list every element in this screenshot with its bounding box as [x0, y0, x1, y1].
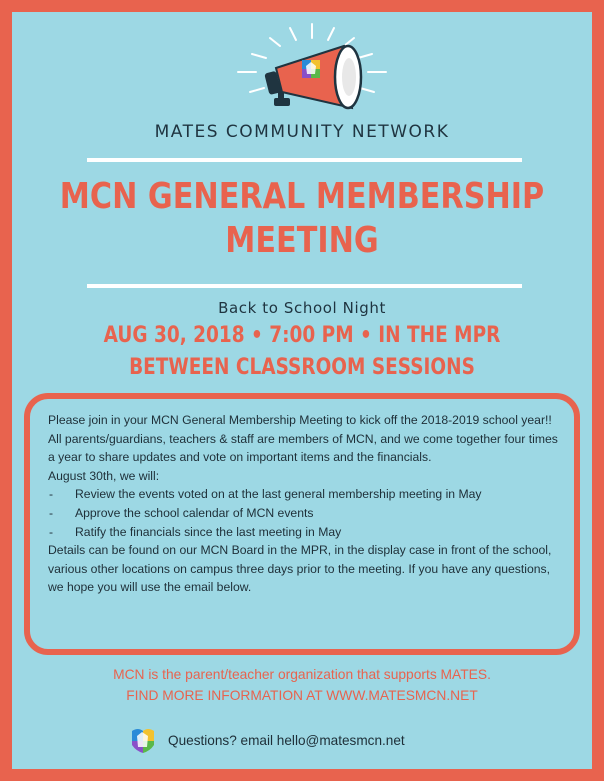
agenda-list [48, 485, 563, 541]
agenda-item: - Review the events voted on at the last general membership meeting in May [48, 485, 563, 504]
divider-top [87, 158, 522, 162]
title-line-1: MCN GENERAL MEMBERSHIP [59, 176, 545, 217]
mcn-logo-icon [128, 725, 158, 755]
flyer [12, 12, 592, 769]
contact-email-text: Questions? email hello@matesmcn.net [168, 732, 405, 748]
website-line: FIND MORE INFORMATION AT WWW.MATESMCN.NET [126, 688, 478, 703]
agenda-item: - Approve the school calendar of MCN events [48, 504, 563, 523]
contact-line [128, 724, 405, 756]
organization-name: MATES COMMUNITY NETWORK [154, 122, 450, 142]
title-line-2: MEETING [225, 220, 379, 261]
event-subtitle: Back to School Night [218, 299, 386, 317]
details-box [24, 393, 580, 655]
details-paragraph: Details can be found on our MCN Board in the MPR, in the display case in front of the school, various other locations on campus three days prior to the meeting. If you have any questions, we hope you will use the email below. [48, 543, 552, 595]
details-text [48, 411, 563, 597]
tagline-line-1: MCN is the parent/teacher organization that supports MATES. [113, 667, 491, 682]
megaphone-icon [192, 18, 432, 128]
page-title [58, 175, 545, 263]
agenda-heading: August 30th, we will: [48, 468, 160, 483]
tagline [12, 664, 592, 706]
event-datetime: AUG 30, 2018 • 7:00 PM • IN THE MPR [103, 323, 501, 348]
event-timing-note: BETWEEN CLASSROOM SESSIONS [129, 355, 475, 380]
divider-bottom [87, 284, 522, 288]
intro-paragraph: Please join in your MCN General Membership Meeting to kick off the 2018-2019 school year!! All parents/guardians, teachers & staff are members of MCN, and we come together four times a year to share updates and vote on important items and the financials. [48, 413, 558, 465]
agenda-item: - Ratify the financials since the last meeting in May [48, 523, 563, 542]
